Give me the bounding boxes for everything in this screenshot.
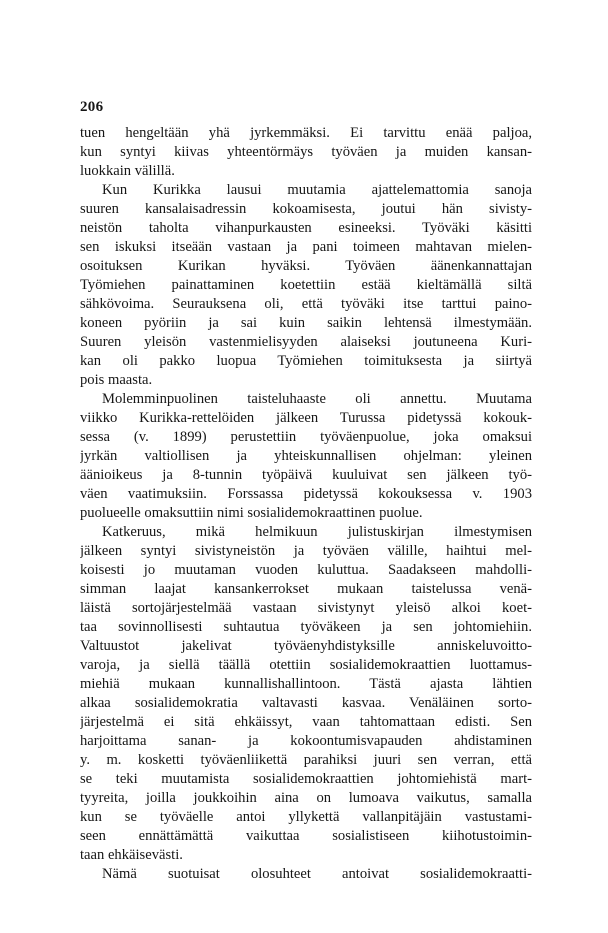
paragraph (80, 865, 532, 884)
paragraph (80, 124, 532, 181)
text-line: sen iskuksi itseään vastaan ja pani toimeen mahtavan mielen- (80, 239, 532, 255)
text-line: Valtuustot jakelivat työväenyhdistyksille anniskeluvoitto- (80, 638, 532, 654)
text-line: suuren kansalaisadressin kokoamisesta, joutui hän sivisty- (80, 201, 532, 217)
text-line: miehiä mukaan kunnallishallintoon. Tästä ajasta lähtien (80, 676, 532, 692)
text-line: taan ehkäisevästi. (80, 847, 183, 863)
text-line: kan oli pakko luopua Työmiehen toimituksesta ja siirtyä (80, 353, 532, 369)
text-line: tuen hengeltään yhä jyrkemmäksi. Ei tarvittu enää paljoa, (80, 125, 532, 141)
text-line: koneen pyöriin ja sai kuin saikin lehtensä ilmestymään. (80, 315, 532, 331)
text-line: puolueelle omaksuttiin nimi sosialidemokraattinen puolue. (80, 505, 423, 521)
text-line: järjestelmä ei sitä ehkäissyt, vaan tahtomattaan edisti. Sen (80, 714, 532, 730)
text-line: varoja, ja siellä täällä otettiin sosialidemokraattien luottamus- (80, 657, 532, 673)
text-line: viikko Kurikka-rettelöiden jälkeen Turussa pidetyssä kokouk- (80, 410, 532, 426)
text-line: seen ennättämättä vaikuttaa sosialistiseen kiihotustoimin- (80, 828, 532, 844)
text-line: Nämä suotuisat olosuhteet antoivat sosialidemokraatti- (102, 866, 532, 882)
text-line: koisesti jo muutaman vuoden kuluttua. Saadakseen mahdolli- (80, 562, 532, 578)
text-line: jälkeen syntyi sivistyneistön ja työväen välille, haihtui mel- (80, 543, 532, 559)
text-line: harjoittama sanan- ja kokoontumisvapauden ahdistaminen (80, 733, 532, 749)
text-line: taa sovinnollisesti suhtautua työväkeen ja sen johtomiehiin. (80, 619, 532, 635)
text-line: läistä sortojärjestelmää vastaan sivistynyt yleisö alkoi koet- (80, 600, 532, 616)
text-line: kun syntyi kiivas yhteentörmäys työväen ja muiden kansan- (80, 144, 532, 160)
text-line: pois maasta. (80, 372, 153, 388)
text-line: osoituksen Kurikan hyväksi. Työväen äänenkannattajan (80, 258, 532, 274)
text-line: sähkövoima. Seurauksena oli, että työväki itse tarttui paino- (80, 296, 532, 312)
paragraph (80, 390, 532, 523)
text-line: luokkain välillä. (80, 163, 175, 179)
text-line: äänioikeus ja 8-tunnin työpäivä kuuluivat sen jälkeen työ- (80, 467, 532, 483)
text-line: sessa (v. 1899) perustettiin työväenpuolue, joka omaksui (80, 429, 532, 445)
text-line: Katkeruus, mikä helmikuun julistuskirjan ilmestymisen (102, 524, 532, 540)
text-line: alkaa sosialidemokratia valtavasti kasvaa. Venäläinen sorto- (80, 695, 532, 711)
text-line: Suuren yleisön vastenmielisyyden alaiseksi joutuneena Kuri- (80, 334, 532, 350)
text-line: Molemminpuolinen taisteluhaaste oli annettu. Muutama (102, 391, 532, 407)
text-line: kun se työväelle antoi yllykettä vallanpitäjäin vastustami- (80, 809, 532, 825)
paragraph (80, 181, 532, 390)
text-line: Kun Kurikka lausui muutamia ajattelemattomia sanoja (102, 182, 532, 198)
text-line: simman laajat kansankerrokset mukaan taistelussa venä- (80, 581, 532, 597)
text-line: tyyreita, joilla joukkoihin aina on lumoava vaikutus, samalla (80, 790, 532, 806)
text-line: Työmiehen painattaminen koetettiin estää kieltämällä siltä (80, 277, 532, 293)
text-line: y. m. kosketti työväenliikettä parahiksi juuri sen verran, että (80, 752, 532, 768)
text-line: väen vaatimuksiin. Forssassa pidetyssä kokouksessa v. 1903 (80, 486, 532, 502)
text-line: se teki muutamista sosialidemokraattien johtomiehistä mart- (80, 771, 532, 787)
page-number: 206 (80, 99, 104, 115)
text-line: jyrkän valtiollisen ja yhteiskunnallisen ohjelman: yleinen (80, 448, 532, 464)
body-text (80, 124, 532, 884)
paragraph (80, 523, 532, 865)
text-line: neistön taholta vihanpurkausten esineeksi. Työväki käsitti (80, 220, 532, 236)
